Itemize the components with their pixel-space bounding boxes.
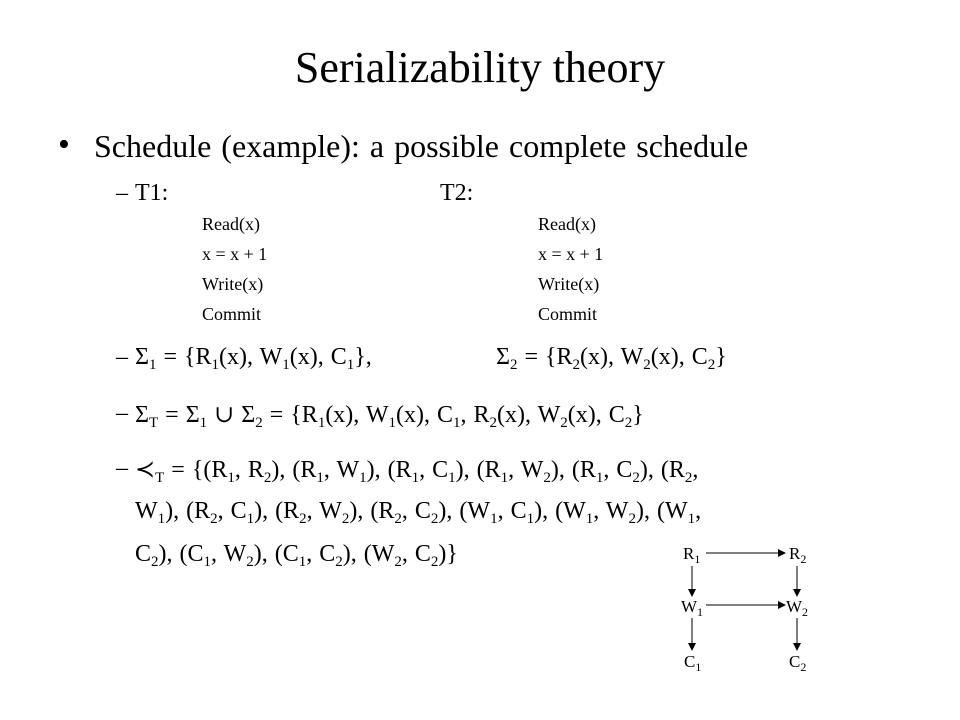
order-row-1: $≺_T = \{(R_1$, $R_2$), ($R_1$, $W_1$), ($R_1$, $C_1$), ($R_1$, $W_2$), ($R_1$, $C_2$), ($R_2$, xyxy=(135,457,699,486)
t2-op: Write(x) xyxy=(538,274,600,294)
order-row-3: $C_2$), ($C_1$, $W_2$), ($C_1$, $C_2$), ($W_2$, $C_2$)} xyxy=(135,541,458,570)
dash-marker: – xyxy=(116,455,128,481)
dash-marker: – xyxy=(116,344,128,370)
t1-op: Write(x) xyxy=(202,274,264,294)
t1-op: x = x + 1 xyxy=(202,244,268,264)
slide-title: Serializability theory xyxy=(294,43,666,92)
node-w2: $W_2$ xyxy=(786,597,809,619)
dash-marker: – xyxy=(116,400,128,426)
node-r1: $R_1$ xyxy=(683,544,701,566)
sigmaT-definition: $\Sigma_T = \Sigma_1$ ∪ $\Sigma_2 = \{R_1(x)$, $W_1(x)$, $C_1$, $R_2(x)$, $W_2(x)$, $C_2$} xyxy=(135,402,644,431)
node-c1: $C_1$ xyxy=(684,652,702,674)
t2-op: Commit xyxy=(538,304,598,324)
node-w1: $W_1$ xyxy=(681,597,704,619)
node-r2: $R_2$ xyxy=(789,544,807,566)
t2-label: T2: xyxy=(440,180,474,206)
order-row-2: $W_1$), ($R_2$, $C_1$), ($R_2$, $W_2$), ($R_2$, $C_2$), ($W_1$, $C_1$), ($W_1$, $W_2$), ($W_1$, xyxy=(135,498,702,527)
t1-label: T1: xyxy=(135,180,169,206)
bullet-dot: • xyxy=(58,126,70,163)
node-c2: $C_2$ xyxy=(789,652,807,674)
dash-marker: – xyxy=(116,180,128,206)
t2-op: Read(x) xyxy=(538,214,596,234)
t1-op: Read(x) xyxy=(202,214,260,234)
sigma1-definition: $\Sigma_1 = \{R_1(x)$, $W_1(x)$, $C_1$}, xyxy=(135,344,372,373)
sigma2-definition: $\Sigma_2 = \{R_2(x)$, $W_2(x)$, $C_2$} xyxy=(496,344,727,373)
t2-op: x = x + 1 xyxy=(538,244,604,264)
t1-op: Commit xyxy=(202,304,262,324)
bullet-schedule: Schedule (example): a possible complete schedule xyxy=(94,128,749,164)
